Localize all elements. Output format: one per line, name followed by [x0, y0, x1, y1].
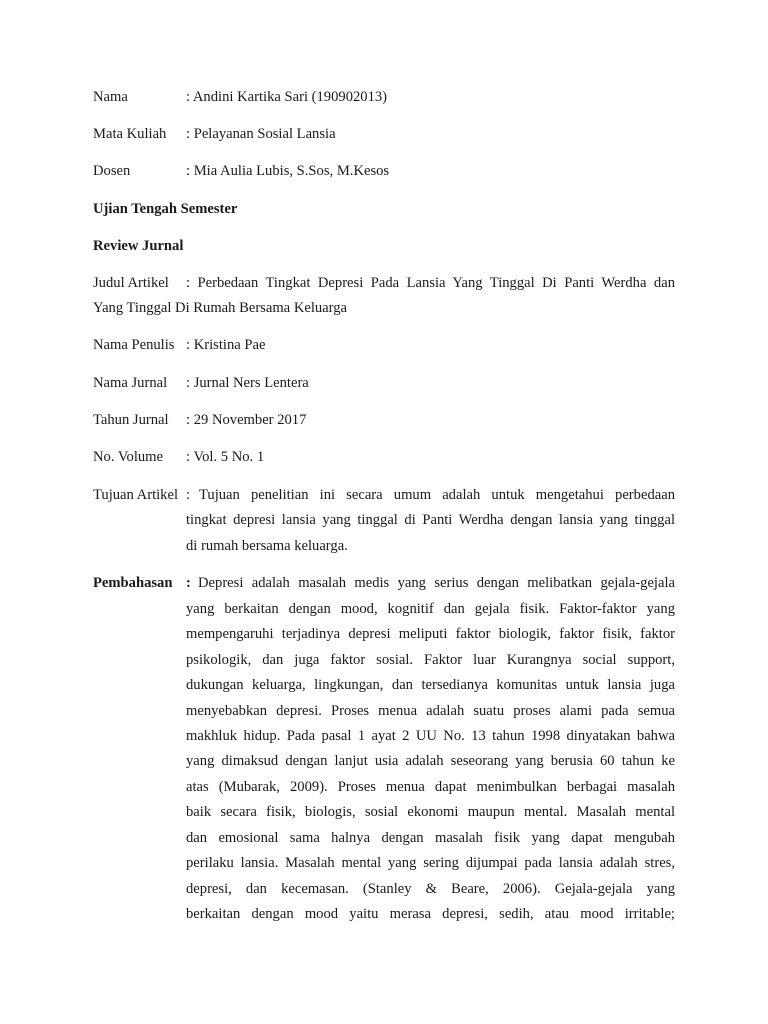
tahun-label: Tahun Jurnal: [93, 412, 169, 428]
tujuan-line-1: Tujuan penelitian ini secara umum adalah untuk mengetahui perbedaan: [199, 487, 675, 503]
tujuan-label: Tujuan Artikel: [93, 487, 179, 503]
pembahasan-line-13: depresi, dan kecemasan. (Stanley & Beare, 2006). Gejala-gejala yang: [186, 881, 675, 897]
pembahasan-line-12: perilaku lansia. Masalah mental yang sering dijumpai pada lansia adalah stres,: [186, 855, 675, 871]
review-heading: Review Jurnal: [93, 238, 184, 254]
judul-value-line2: Yang Tinggal Di Rumah Bersama Keluarga: [93, 300, 348, 316]
penulis-value: : Kristina Pae: [186, 337, 266, 353]
mata-kuliah-label: Mata Kuliah: [93, 126, 167, 142]
pembahasan-line-14: berkaitan dengan mood yaitu merasa depresi, sedih, atau mood irritable;: [186, 906, 675, 922]
nama-value: : Andini Kartika Sari (190902013): [186, 89, 388, 105]
dosen-value: : Mia Aulia Lubis, S.Sos, M.Kesos: [186, 163, 390, 179]
pembahasan-line-7: makhluk hidup. Pada pasal 1 ayat 2 UU No. 13 tahun 1998 dinyatakan bahwa: [186, 728, 675, 744]
pembahasan-line-2: yang berkaitan dengan mood, kognitif dan gejala fisik. Faktor-faktor yang: [186, 601, 675, 617]
jurnal-label: Nama Jurnal: [93, 375, 168, 391]
pembahasan-line-10: baik secara fisik, biologis, sosial ekonomi maupun mental. Masalah mental: [186, 804, 675, 820]
dosen-label: Dosen: [93, 163, 131, 179]
pembahasan-line-9: atas (Mubarak, 2009). Proses menua dapat menimbulkan berbagai masalah: [186, 779, 675, 795]
jurnal-value: : Jurnal Ners Lentera: [186, 375, 309, 391]
exam-heading: Ujian Tengah Semester: [93, 201, 238, 217]
pembahasan-line-5: dukungan keluarga, lingkungan, dan tersedianya komunitas untuk lansia juga: [186, 677, 675, 693]
mata-kuliah-value: : Pelayanan Sosial Lansia: [186, 126, 336, 142]
tujuan-line-2: tingkat depresi lansia yang tinggal di Panti Werdha dengan lansia yang tinggal: [186, 512, 675, 528]
pembahasan-line-8: yang dimaksud dengan lanjut usia adalah seseorang yang berusia 60 tahun ke: [186, 753, 675, 769]
pembahasan-line-1: Depresi adalah masalah medis yang serius dengan melibatkan gejala-gejala: [198, 575, 675, 591]
judul-value-line1: [186, 274, 675, 292]
pembahasan-line-6: menyebabkan depresi. Proses menua adalah suatu proses alami pada semua: [186, 703, 675, 719]
tujuan-line-3: di rumah bersama keluarga.: [186, 538, 348, 554]
tahun-value: : 29 November 2017: [186, 412, 307, 428]
tujuan-colon: :: [186, 487, 191, 503]
penulis-label: Nama Penulis: [93, 337, 175, 353]
volume-value: : Vol. 5 No. 1: [186, 449, 265, 465]
judul-label: Judul Artikel: [93, 275, 169, 291]
pembahasan-label: Pembahasan: [93, 575, 173, 591]
volume-label: No. Volume: [93, 449, 164, 465]
pembahasan-line-3: mempengaruhi terjadinya depresi meliputi faktor biologik, faktor fisik, faktor: [186, 626, 675, 642]
nama-label: Nama: [93, 89, 128, 105]
pembahasan-colon: :: [186, 575, 191, 591]
judul-line1-text: : Perbedaan Tingkat Depresi Pada Lansia Yang Tinggal Di Panti Werdha dan: [186, 275, 675, 291]
pembahasan-line-11: dan emosional sama halnya dengan masalah fisik yang dapat mengubah: [186, 830, 675, 846]
pembahasan-line-4: psikologik, dan juga faktor sosial. Faktor luar Kurangnya social support,: [186, 652, 675, 668]
